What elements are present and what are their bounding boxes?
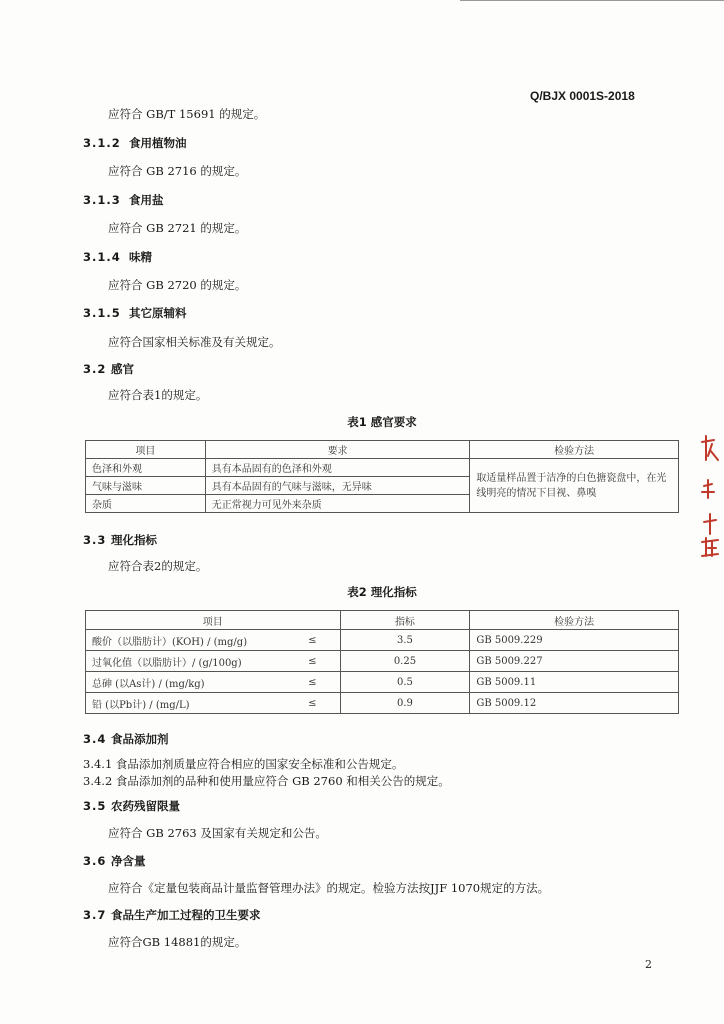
section-title: 食用盐 bbox=[129, 193, 164, 207]
page-number: 2 bbox=[645, 958, 652, 971]
table-cell: 具有本品固有的色泽和外观 bbox=[205, 459, 470, 477]
table-cell: 酸价（以脂肪计）(KOH) / (mg/g) bbox=[86, 630, 286, 651]
table-cell-operator: ≤ bbox=[285, 651, 340, 672]
section-heading-3-3 bbox=[83, 532, 157, 548]
paragraph: 应符合表2的规定。 bbox=[108, 559, 208, 573]
section-title: 理化指标 bbox=[111, 533, 157, 547]
section-heading-3-1-5 bbox=[83, 305, 187, 321]
table1-caption: 表1 感官要求 bbox=[347, 415, 417, 429]
section-number: 3.1.5 bbox=[83, 306, 121, 320]
paragraph: 应符合 GB 2720 的规定。 bbox=[108, 278, 247, 292]
section-title: 食品添加剂 bbox=[111, 732, 169, 746]
table-cell: 铅 (以Pb计) / (mg/L) bbox=[86, 693, 286, 714]
red-seal-stamp-fragment bbox=[698, 430, 722, 560]
table-cell-operator: ≤ bbox=[285, 693, 340, 714]
table-cell-method: GB 5009.12 bbox=[470, 693, 679, 714]
section-title: 其它原辅料 bbox=[129, 306, 187, 320]
paragraph: 应符合GB 14881的规定。 bbox=[108, 935, 247, 949]
table2-caption: 表2 理化指标 bbox=[347, 585, 417, 599]
table1-sensory bbox=[85, 440, 679, 513]
section-title: 净含量 bbox=[111, 854, 146, 868]
section-number: 3.1.3 bbox=[83, 193, 121, 207]
table-cell-operator: ≤ bbox=[285, 672, 340, 693]
column-header: 指标 bbox=[340, 611, 470, 630]
section-number: 3.6 bbox=[83, 854, 107, 868]
paragraph: 应符合 GB 2716 的规定。 bbox=[108, 164, 247, 178]
section-heading-3-5 bbox=[83, 798, 180, 814]
section-heading-3-6 bbox=[83, 853, 146, 869]
section-heading-3-1-2 bbox=[83, 135, 187, 151]
section-heading-3-2 bbox=[83, 361, 134, 377]
section-title: 食用植物油 bbox=[129, 136, 187, 150]
column-header: 检验方法 bbox=[470, 441, 679, 459]
table-cell-method: GB 5009.229 bbox=[470, 630, 679, 651]
section-number: 3.4 bbox=[83, 732, 107, 746]
table-cell: 气味与滋味 bbox=[86, 477, 206, 495]
table-header-row bbox=[86, 441, 679, 459]
section-title: 食品生产加工过程的卫生要求 bbox=[111, 908, 261, 922]
column-header: 项目 bbox=[86, 441, 206, 459]
table2-physicochemical bbox=[85, 610, 679, 714]
column-header: 要求 bbox=[205, 441, 470, 459]
table-cell-method: 取适量样品置于洁净的白色搪瓷盘中，在光线明亮的情况下目视、鼻嗅 bbox=[470, 459, 679, 513]
paragraph: 应符合《定量包装商品计量监督管理办法》的规定。检验方法按JJF 1070规定的方法。 bbox=[108, 881, 550, 895]
table-cell-value: 3.5 bbox=[340, 630, 470, 651]
table-row bbox=[86, 459, 679, 477]
paragraph: 应符合 GB/T 15691 的规定。 bbox=[108, 107, 266, 121]
section-heading-3-7 bbox=[83, 907, 261, 923]
table-cell: 无正常视力可见外来杂质 bbox=[205, 495, 470, 513]
section-title: 感官 bbox=[111, 362, 134, 376]
section-number: 3.1.2 bbox=[83, 136, 121, 150]
table-cell: 杂质 bbox=[86, 495, 206, 513]
paragraph: 3.4.1 食品添加剂质量应符合相应的国家安全标准和公告规定。 bbox=[83, 757, 404, 771]
paragraph: 应符合表1的规定。 bbox=[108, 388, 208, 402]
section-number: 3.5 bbox=[83, 799, 107, 813]
paragraph: 3.4.2 食品添加剂的品种和使用量应符合 GB 2760 和相关公告的规定。 bbox=[83, 774, 450, 788]
table-row bbox=[86, 651, 679, 672]
section-heading-3-1-3 bbox=[83, 192, 164, 208]
table-cell-method: GB 5009.227 bbox=[470, 651, 679, 672]
section-title: 味精 bbox=[129, 250, 152, 264]
section-number: 3.3 bbox=[83, 533, 107, 547]
table-cell-value: 0.5 bbox=[340, 672, 470, 693]
section-heading-3-4 bbox=[83, 731, 169, 747]
paragraph: 应符合国家相关标准及有关规定。 bbox=[108, 335, 281, 349]
column-header: 检验方法 bbox=[470, 611, 679, 630]
table-cell: 色泽和外观 bbox=[86, 459, 206, 477]
scan-edge-line bbox=[460, 0, 724, 1]
paragraph: 应符合 GB 2763 及国家有关规定和公告。 bbox=[108, 826, 327, 840]
table-row bbox=[86, 630, 679, 651]
table-row bbox=[86, 672, 679, 693]
section-number: 3.1.4 bbox=[83, 250, 121, 264]
table-cell: 总砷 (以As计) / (mg/kg) bbox=[86, 672, 286, 693]
section-number: 3.2 bbox=[83, 362, 107, 376]
table-cell-operator: ≤ bbox=[285, 630, 340, 651]
table-cell: 过氧化值（以脂肪计）/ (g/100g) bbox=[86, 651, 286, 672]
section-title: 农药残留限量 bbox=[111, 799, 180, 813]
table-row bbox=[86, 693, 679, 714]
table-cell-method: GB 5009.11 bbox=[470, 672, 679, 693]
table-cell-value: 0.25 bbox=[340, 651, 470, 672]
standard-number: Q/BJX 0001S-2018 bbox=[530, 89, 635, 103]
table-cell: 具有本品固有的气味与滋味，无异味 bbox=[205, 477, 470, 495]
table-cell-value: 0.9 bbox=[340, 693, 470, 714]
table-header-row bbox=[86, 611, 679, 630]
section-number: 3.7 bbox=[83, 908, 107, 922]
column-header: 项目 bbox=[86, 611, 341, 630]
section-heading-3-1-4 bbox=[83, 249, 152, 265]
paragraph: 应符合 GB 2721 的规定。 bbox=[108, 221, 247, 235]
